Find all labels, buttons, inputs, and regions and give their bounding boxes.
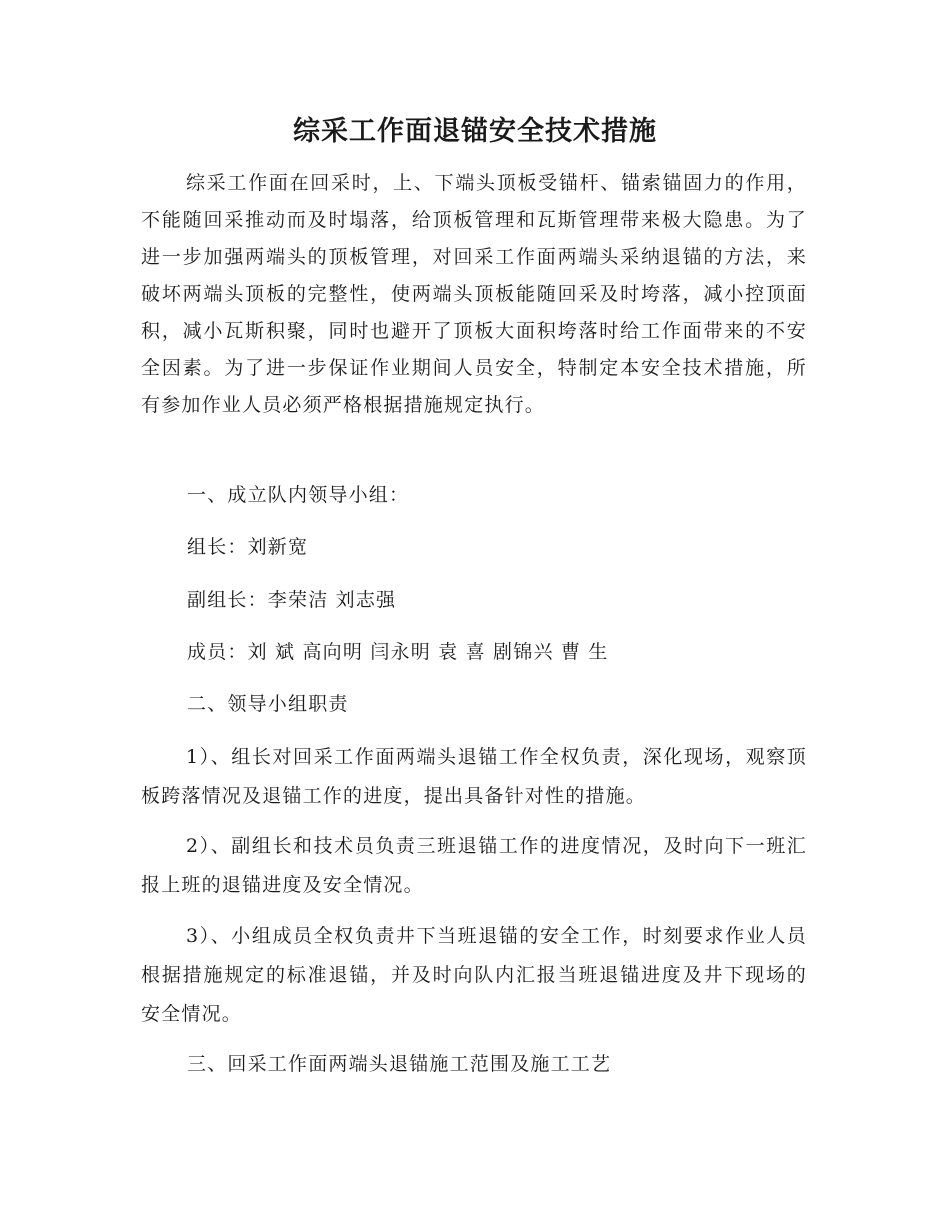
duty-paragraph-1: 1）、组长对回采工作面两端头退锚工作全权负责，深化现场，观察顶板跨落情况及退锚工作的进度，提出具备针对性的措施。: [141, 746, 807, 807]
section-heading-3: 三、回采工作面两端头退锚施工范围及施工工艺: [187, 1053, 612, 1075]
members-line: 成员：刘 斌 高向明 闫永明 袁 喜 剧锦兴 曹 生: [187, 641, 609, 663]
group-leader-line: 组长：刘新宽: [187, 536, 309, 558]
intro-paragraph: 综采工作面在回采时，上、下端头顶板受锚杆、锚索锚固力的作用，不能随回采推动而及时塌落，给顶板管理和瓦斯管理带来极大隐患。为了进一步加强两端头的顶板管理，对回采工作面两端头采纳退锚的方法，来破坏两端头顶板的完整性，使两端头顶板能随回采及时垮落，减小控顶面积，减小瓦斯积聚，同时也避开了顶板大面积垮落时给工作面带来的不安全因素。为了进一步保证作业期间人员安全，特制定本安全技术措施，所有参加作业人员必须严格根据措施规定执行。: [141, 172, 807, 416]
section-heading-2: 二、领导小组职责: [187, 693, 349, 715]
deputy-leader-line: 副组长：李荣洁 刘志强: [187, 589, 397, 611]
section-heading-1: 一、成立队内领导小组：: [187, 484, 410, 506]
document-title: 综采工作面退锚安全技术措施: [293, 116, 657, 147]
duty-paragraph-3: 3）、小组成员全权负责井下当班退锚的安全工作，时刻要求作业人员根据措施规定的标准退锚，并及时向队内汇报当班退锚进度及井下现场的安全情况。: [141, 925, 807, 1025]
duty-paragraph-2: 2）、副组长和技术员负责三班退锚工作的进度情况，及时向下一班汇报上班的退锚进度及安全情况。: [141, 835, 807, 896]
